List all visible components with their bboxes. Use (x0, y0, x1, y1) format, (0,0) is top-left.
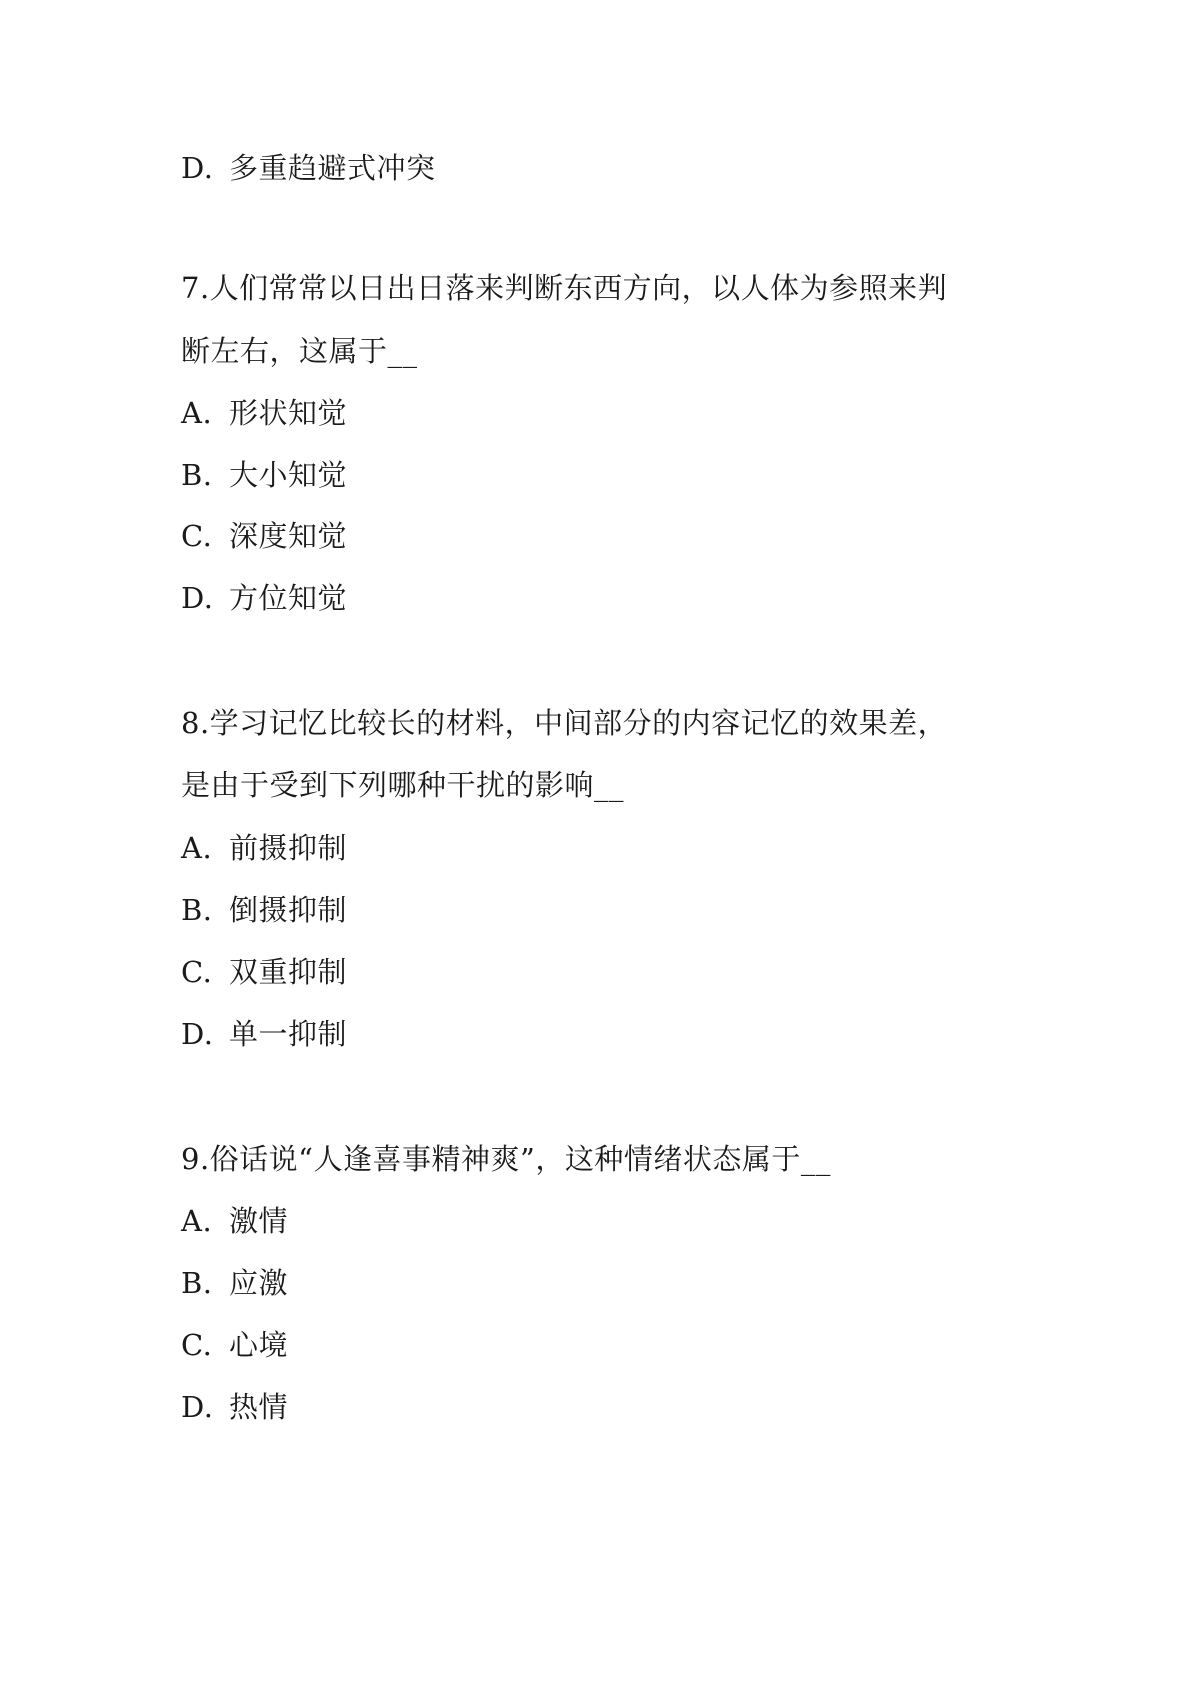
question-9-option-b (181, 1265, 288, 1301)
question-9-option-d (181, 1389, 288, 1425)
question-9-stem-line-1 (181, 1141, 831, 1177)
question-7-option-c (181, 518, 347, 554)
option-text: 多重趋避式冲突 (229, 151, 436, 185)
question-8-stem-line-1 (181, 705, 947, 741)
option-text: 大小知觉 (229, 458, 348, 492)
question-9-option-c (181, 1327, 288, 1363)
question-number: 8. (181, 706, 210, 740)
option-letter: D. (181, 1390, 214, 1424)
option-letter: C. (181, 519, 213, 553)
question-stem: 俗话说“人逢喜事精神爽”，这种情绪状态属于__ (209, 1142, 831, 1176)
question-number: 9. (181, 1142, 210, 1176)
option-text: 单一抑制 (229, 1017, 348, 1051)
option-letter: D. (181, 151, 214, 185)
option-text: 心境 (229, 1328, 289, 1362)
question-8-option-a (181, 830, 347, 866)
option-letter: C. (181, 955, 213, 989)
option-text: 激情 (229, 1204, 289, 1238)
question-7-stem-line-2 (181, 333, 418, 369)
option-text: 应激 (229, 1266, 289, 1300)
option-letter: A. (181, 396, 213, 430)
question-8-option-d (181, 1016, 347, 1052)
question-7-option-a (181, 395, 347, 431)
question-7-option-b (181, 457, 347, 493)
option-text: 双重抑制 (229, 955, 348, 989)
question-8-option-c (181, 954, 347, 990)
question-stem: 是由于受到下列哪种干扰的影响__ (181, 768, 625, 802)
option-text: 前摄抑制 (229, 831, 348, 865)
question-9-option-a (181, 1203, 288, 1239)
option-letter: C. (181, 1328, 213, 1362)
option-letter: B. (181, 1266, 213, 1300)
option-letter: A. (181, 1204, 213, 1238)
question-stem: 断左右，这属于__ (181, 334, 418, 368)
question-8-option-b (181, 892, 347, 928)
option-letter: B. (181, 458, 213, 492)
option-letter: A. (181, 831, 213, 865)
question-8-stem-line-2 (181, 767, 624, 803)
question-7-stem-line-1 (181, 270, 947, 306)
option-text: 形状知觉 (229, 396, 348, 430)
question-stem: 人们常常以日出日落来判断东西方向，以人体为参照来判 (209, 271, 948, 305)
option-text: 方位知觉 (229, 581, 348, 615)
option-letter: B. (181, 893, 213, 927)
prev-option-d (181, 150, 436, 186)
option-letter: D. (181, 1017, 214, 1051)
question-7-option-d (181, 580, 347, 616)
option-text: 热情 (229, 1390, 289, 1424)
question-number: 7. (181, 271, 210, 305)
question-stem: 学习记忆比较长的材料，中间部分的内容记忆的效果差， (209, 706, 948, 740)
option-text: 倒摄抑制 (229, 893, 348, 927)
option-letter: D. (181, 581, 214, 615)
option-text: 深度知觉 (229, 519, 348, 553)
